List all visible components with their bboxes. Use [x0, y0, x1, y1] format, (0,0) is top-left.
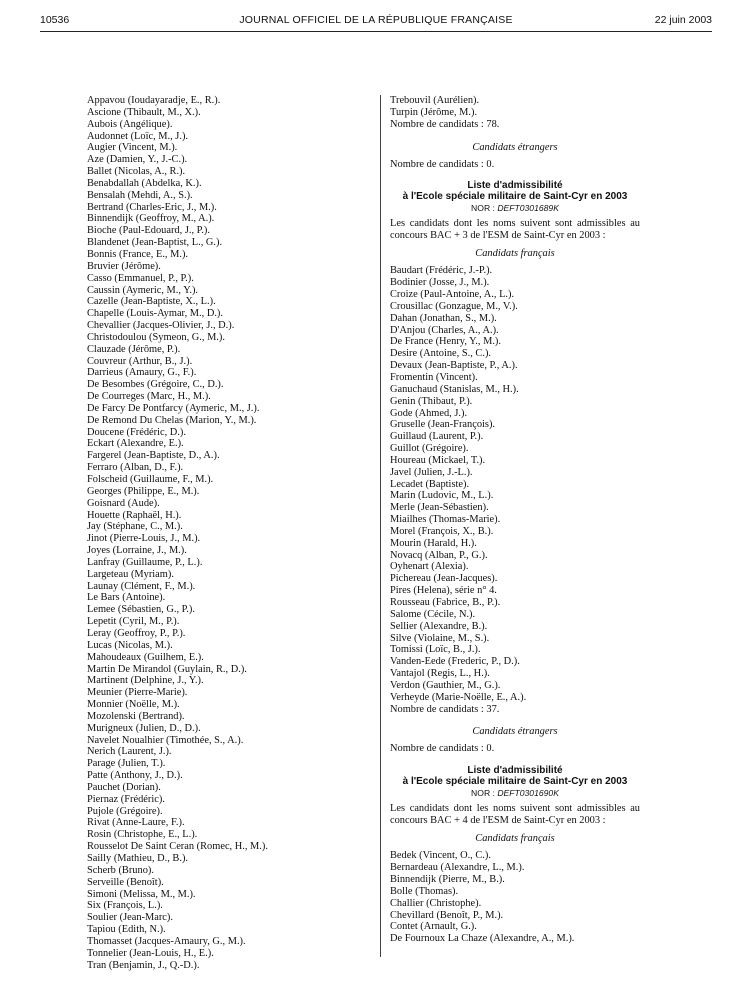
candidate-name: Aubois (Angélique).: [87, 118, 173, 130]
candidate-name: Aze (Damien, Y., J.-C.).: [87, 154, 188, 166]
candidate-name: Bedek (Vincent, O., C.).: [390, 850, 491, 862]
candidate-name: Pichereau (Jean-Jacques).: [390, 573, 498, 585]
candidate-name: Audonnet (Loïc, M., J.).: [87, 130, 189, 142]
candidate-name: Rousseau (Fabrice, B., P.).: [390, 597, 501, 608]
candidate-name: Casso (Emmanuel, P., P.).: [87, 272, 194, 284]
candidate-name: Simoni (Melissa, M., M.).: [87, 888, 196, 900]
candidate-name: De Besombes (Grégoire, C., D.).: [87, 379, 224, 391]
candidate-name: Bonnis (France, E., M.).: [87, 248, 189, 260]
candidate-name: Merle (Jean-Sébastien).: [390, 502, 489, 514]
candidate-name: Fargerel (Jean-Baptiste, D., A.).: [87, 450, 220, 462]
candidate-name: De Courreges (Marc, H., M.).: [87, 391, 211, 403]
candidate-name: Patte (Anthony, J., D.).: [87, 770, 183, 782]
candidate-name: Contet (Arnault, G.).: [390, 921, 477, 933]
candidate-name: Goisnard (Aude).: [87, 497, 160, 509]
candidate-name: Pires (Helena), série n° 4.: [390, 585, 497, 597]
candidate-name: Le Bars (Antoine).: [87, 592, 166, 604]
candidate-name: Silve (Violaine, M., S.).: [390, 632, 490, 644]
candidate-name: Oyhenart (Alexia).: [390, 561, 469, 573]
candidate-name: Joyes (Lorraine, J., M.).: [87, 545, 187, 557]
candidate-name: Verdon (Gauthier, M., G.).: [390, 679, 501, 691]
nor-code: DEFT0301690K: [497, 788, 559, 799]
candidate-name: De France (Henry, Y., M.).: [390, 336, 501, 348]
candidate-name: D'Anjou (Charles, A., A.).: [390, 324, 499, 336]
candidate-name-list: [390, 265, 640, 703]
candidate-name: Verheyde (Marie-Noëlle, E., A.).: [390, 691, 527, 703]
candidate-name: Bolle (Thomas).: [390, 885, 459, 897]
candidate-name: Bodinier (Josse, J., M.).: [390, 277, 490, 289]
candidate-name: Chevallier (Jacques-Olivier, J., D.).: [87, 320, 235, 332]
nor-code: DEFT0301689K: [497, 203, 559, 214]
candidate-name: Sellier (Alexandre, B.).: [390, 620, 488, 632]
candidate-name: Tomissi (Loïc, B., J.).: [390, 644, 481, 656]
list-title-line1: Liste d'admissibilité: [467, 765, 563, 777]
journal-title: JOURNAL OFFICIEL DE LA RÉPUBLIQUE FRANÇAISE: [239, 14, 513, 26]
candidate-name: Sailly (Mathieu, D., B.).: [87, 853, 189, 864]
candidate-name: Gruselle (Jean-François).: [390, 419, 496, 431]
candidate-name: Ferraro (Alban, D., F.).: [87, 462, 184, 474]
candidate-name: De Farcy De Pontfarcy (Aymeric, M., J.).: [87, 402, 260, 414]
candidate-name: Houette (Raphaël, H.).: [87, 509, 182, 521]
candidate-name: Rousselot De Saint Ceran (Romec, H., M.).: [87, 841, 268, 853]
candidate-name: Gode (Ahmed, J.).: [390, 407, 468, 419]
candidate-name: Jinot (Pierre-Louis, J., M.).: [87, 533, 201, 545]
intro-paragraph: Les candidats dont les noms suivent sont admissibles au concours BAC + 4 de l'ESM de Saint-Cyr en 2003 :: [390, 803, 640, 826]
intro-paragraph: Les candidats dont les noms suivent sont admissibles au concours BAC + 3 de l'ESM de Saint-Cyr en 2003 :: [390, 218, 640, 241]
candidate-name: Bernardeau (Alexandre, L., M.).: [390, 862, 525, 874]
publication-date: 22 juin 2003: [654, 14, 712, 26]
candidate-name: De Remond Du Chelas (Marion, Y., M.).: [87, 414, 257, 426]
section-heading-french: Candidats français: [475, 248, 555, 260]
nor-reference: [390, 787, 640, 799]
candidate-name: Martin De Mirandol (Guylain, R., D.).: [87, 663, 247, 675]
candidate-name: Challier (Christophe).: [390, 897, 482, 909]
candidate-name: Bruvier (Jérôme).: [87, 260, 161, 272]
candidate-name: Mahoudeaux (Guilhem, E.).: [87, 651, 204, 663]
candidate-name: Serveille (Benoît).: [87, 876, 164, 888]
page-header: [40, 14, 712, 32]
candidate-name: Darrieus (Amaury, G., F.).: [87, 367, 197, 379]
list-title-line1: Liste d'admissibilité: [467, 180, 563, 192]
candidate-name: Martinent (Delphine, J., Y.).: [87, 675, 204, 687]
candidate-name: Pujole (Grégoire).: [87, 805, 163, 817]
candidate-name: Houreau (Mickael, T.).: [390, 454, 486, 466]
candidate-name: Lepetit (Cyril, M., P.).: [87, 616, 180, 628]
candidate-name-list: [390, 850, 640, 945]
candidate-name: Piernaz (Frédéric).: [87, 793, 165, 805]
candidate-name: Launay (Clément, F., M.).: [87, 580, 196, 592]
candidate-name: Thomasset (Jacques-Amaury, G., M.).: [87, 935, 246, 947]
candidate-name: Miailhes (Thomas-Marie).: [390, 514, 501, 526]
candidate-name: Soulier (Jean-Marc).: [87, 912, 173, 924]
candidate-name: Bioche (Paul-Edouard, J., P.).: [87, 225, 210, 237]
candidate-name: Caussin (Aymeric, M., Y.).: [87, 284, 199, 296]
candidate-name: Rosin (Christophe, E., L.).: [87, 829, 198, 841]
candidate-name: Salome (Cécile, N.).: [390, 608, 476, 620]
candidate-name: Croize (Paul-Antoine, A., L.).: [390, 289, 515, 301]
candidate-name: Fromentin (Vincent).: [390, 371, 478, 383]
candidate-name: Ballet (Nicolas, A., R.).: [87, 166, 186, 178]
candidate-name: Bertrand (Charles-Eric, J., M.).: [87, 201, 217, 213]
list-title: [390, 180, 640, 202]
candidate-name: Binnendijk (Pierre, M., B.).: [390, 873, 505, 885]
candidate-name: Crousillac (Gonzague, M., V.).: [390, 300, 518, 312]
candidate-name: Lemee (Sébastien, G., P.).: [87, 604, 195, 616]
candidate-name: Rivat (Anne-Laure, F.).: [87, 817, 185, 829]
foreign-candidate-count: Nombre de candidats : 0.: [390, 743, 495, 755]
header-rule: [40, 31, 712, 32]
candidate-name: De Fournoux La Chaze (Alexandre, A., M.).: [390, 933, 575, 945]
candidate-name: Scherb (Bruno).: [87, 864, 154, 876]
candidate-name: Clauzade (Jérôme, P.).: [87, 343, 181, 355]
column-divider: [380, 95, 381, 957]
candidate-name: Lanfray (Guillaume, P., L.).: [87, 556, 203, 568]
candidate-name: Tran (Benjamin, J., Q.-D.).: [87, 959, 200, 971]
candidate-name: Nerich (Laurent, J.).: [87, 746, 172, 758]
candidate-name: Meunier (Pierre-Marie).: [87, 687, 188, 699]
candidate-name: Mourin (Harald, H.).: [390, 537, 477, 549]
candidate-name: Tapiou (Edith, N.).: [87, 924, 166, 936]
candidate-name: Murigneux (Julien, D., D.).: [87, 722, 201, 734]
list-title-line2: à l'Ecole spéciale militaire de Saint-Cyr en 2003: [402, 776, 628, 788]
list-title-line2: à l'Ecole spéciale militaire de Saint-Cyr en 2003: [402, 191, 628, 203]
candidate-name: Ganuchaud (Stanislas, M., H.).: [390, 383, 519, 395]
page-number: 10536: [40, 14, 70, 26]
candidate-name: Guillot (Grégoire).: [390, 443, 469, 455]
candidate-name: Monnier (Noëlle, M.).: [87, 699, 180, 711]
candidate-name: Trebouvil (Aurélien).: [390, 95, 480, 106]
candidate-name: Doucene (Frédéric, D.).: [87, 426, 186, 438]
candidate-name: Vantajol (Regis, L., H.).: [390, 668, 490, 680]
candidate-name: Mozolenski (Bertrand).: [87, 710, 185, 722]
section-heading-french: Candidats français: [475, 833, 555, 845]
candidate-name: Genin (Thibaut, P.).: [390, 395, 473, 407]
candidate-count: Nombre de candidats : 78.: [390, 118, 500, 130]
candidate-name: Folscheid (Guillaume, F., M.).: [87, 474, 214, 485]
candidate-name: Navelet Noualhier (Timothée, S., A.).: [87, 734, 244, 746]
candidate-name: Appavou (Ioudayaradje, E., R.).: [87, 95, 221, 106]
candidate-name: Cazelle (Jean-Baptiste, X., L.).: [87, 296, 216, 308]
candidate-name: Parage (Julien, T.).: [87, 758, 166, 770]
candidate-name: Eckart (Alexandre, E.).: [87, 438, 184, 450]
candidate-name: Blandenet (Jean-Baptist, L., G.).: [87, 237, 223, 249]
list-title: [390, 765, 640, 787]
candidate-name: Baudart (Frédéric, J.-P.).: [390, 265, 493, 277]
candidate-name: Javel (Julien, J.-L.).: [390, 466, 473, 478]
candidate-name: Binnendijk (Geoffroy, M., A.).: [87, 213, 215, 225]
section-heading-foreign: Candidats étrangers: [472, 726, 558, 738]
candidate-name: Dahan (Jonathan, S., M.).: [390, 312, 497, 324]
candidate-name: Leray (Geoffroy, P., P.).: [87, 627, 186, 639]
candidate-name: Largeteau (Myriam).: [87, 568, 174, 580]
nor-label: NOR :: [471, 788, 495, 799]
candidate-name: Morel (François, X., B.).: [390, 525, 494, 537]
left-column: [87, 95, 367, 971]
candidate-name: Guillaud (Laurent, P.).: [390, 431, 484, 443]
candidate-name: Desire (Antoine, S., C.).: [390, 348, 492, 360]
candidate-name: Pauchet (Dorian).: [87, 781, 161, 793]
nor-reference: [390, 202, 640, 214]
candidate-name: Turpin (Jérôme, M.).: [390, 106, 478, 118]
candidate-name: Devaux (Jean-Baptiste, P., A.).: [390, 360, 518, 372]
candidate-name: Bensalah (Mehdi, A., S.).: [87, 189, 193, 201]
candidate-name: Jay (Stéphane, C., M.).: [87, 521, 183, 533]
candidate-name: Tonnelier (Jean-Louis, H., E.).: [87, 947, 214, 959]
candidate-name: Chapelle (Louis-Aymar, M., D.).: [87, 308, 223, 320]
section-heading-foreign: Candidats étrangers: [472, 141, 558, 153]
candidate-name: Couvreur (Arthur, B., J.).: [87, 355, 193, 367]
candidate-name: Novacq (Alban, P., G.).: [390, 549, 488, 561]
foreign-candidate-count: Nombre de candidats : 0.: [390, 158, 495, 170]
candidate-name: Ascione (Thibault, M., X.).: [87, 106, 201, 118]
candidate-name: Georges (Philippe, E., M.).: [87, 485, 200, 497]
candidate-name: Lucas (Nicolas, M.).: [87, 639, 173, 651]
candidate-count: Nombre de candidats : 37.: [390, 703, 500, 715]
candidate-name: Marin (Ludovic, M., L.).: [390, 490, 494, 502]
candidate-name: Six (François, L.).: [87, 900, 163, 912]
candidate-name: Benabdallah (Abdelka, K.).: [87, 177, 202, 189]
continued-name-list: [390, 95, 640, 119]
candidate-name: Chevillard (Benoît, P., M.).: [390, 909, 504, 921]
candidate-name: Lecadet (Baptiste).: [390, 478, 470, 490]
right-column: [390, 95, 640, 945]
candidate-name: Christodoulou (Symeon, G., M.).: [87, 331, 225, 343]
candidate-name: Vanden-Eede (Frederic, P., D.).: [390, 656, 520, 668]
nor-label: NOR :: [471, 203, 495, 214]
candidate-name: Augier (Vincent, M.).: [87, 142, 178, 154]
